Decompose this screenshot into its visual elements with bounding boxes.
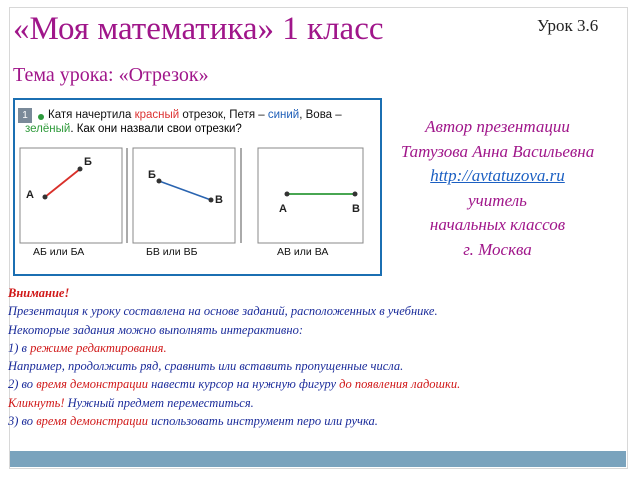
task-text-part: отрезок, Петя – — [179, 109, 268, 121]
note-part: навести курсор на нужную фигуру — [147, 377, 340, 392]
author-line: начальных классов — [429, 215, 566, 234]
note-line — [8, 339, 628, 357]
task-text-part: Катя начертила — [48, 109, 135, 121]
point-label: А — [279, 203, 287, 215]
point — [353, 192, 358, 197]
note-line: Некоторые задания можно выполнять интерактивно: — [8, 322, 303, 337]
author-link[interactable]: http://avtatuzova.ru — [430, 166, 565, 185]
point — [209, 198, 214, 203]
author-line: учитель — [468, 190, 527, 210]
note-line — [8, 394, 628, 412]
lesson-number: Урок 3.6 — [537, 16, 599, 35]
point — [78, 167, 83, 172]
author-city: г. Москва — [463, 239, 532, 259]
word-blue: синий — [267, 109, 300, 121]
lesson-topic: Тема урока: «Отрезок» — [13, 64, 209, 86]
green-dot-icon — [38, 114, 44, 120]
point-label: В — [215, 194, 223, 206]
note-line: Презентация к уроку составлена на основе заданий, расположенных в учебнике. — [8, 304, 438, 319]
point-label: Б — [84, 156, 92, 168]
author-block — [380, 115, 615, 262]
answer-2: БВ или ВБ — [146, 246, 198, 258]
task-text-line2 — [25, 123, 242, 135]
note-highlight: режиме редактирования. — [30, 340, 167, 355]
task-text — [48, 108, 378, 123]
segment-panel-3 — [258, 148, 363, 243]
point — [43, 195, 48, 200]
note-line — [8, 375, 628, 393]
note-highlight: время демонстрации — [36, 414, 148, 429]
notes-block — [8, 284, 628, 430]
segment-panel-1 — [20, 148, 122, 243]
note-part: 1) в — [8, 340, 31, 355]
note-part: 2) во — [8, 377, 37, 392]
segment-panel-2 — [133, 148, 235, 243]
task-text-part: , Вова – — [299, 109, 342, 121]
answer-3: АВ или ВА — [277, 246, 329, 258]
author-line: Автор презентации — [425, 117, 570, 136]
point — [285, 192, 290, 197]
note-part: 3) во — [8, 414, 37, 429]
note-highlight: до появления ладошки. — [339, 377, 461, 392]
attention-heading: Внимание! — [8, 286, 70, 300]
point-label: В — [352, 203, 360, 215]
bottom-bar — [10, 451, 626, 467]
note-highlight: время демонстрации — [36, 377, 148, 392]
note-line — [8, 412, 628, 430]
point-label: А — [26, 189, 34, 201]
segment-red — [45, 169, 80, 197]
note-part: использовать инструмент перо или ручка. — [147, 414, 378, 429]
task-box — [13, 98, 382, 276]
page-title: «Моя математика» 1 класс — [13, 11, 384, 47]
note-highlight: Кликнуть! — [8, 395, 68, 410]
task-number-badge: 1 — [18, 108, 32, 123]
task-text-part: . Как они назвали свои отрезки? — [70, 123, 242, 135]
segment-blue — [159, 181, 211, 200]
point-label: Б — [148, 169, 156, 181]
point — [157, 179, 162, 184]
note-line: Например, продолжить ряд, сравнить или вставить пропущенные числа. — [8, 359, 404, 374]
author-name: Татузова Анна Васильевна — [400, 141, 595, 161]
note-part: Нужный предмет переместиться. — [67, 395, 254, 410]
word-green: зелёный — [25, 123, 71, 135]
word-red: красный — [134, 109, 180, 121]
answer-1: АБ или БА — [33, 246, 85, 258]
